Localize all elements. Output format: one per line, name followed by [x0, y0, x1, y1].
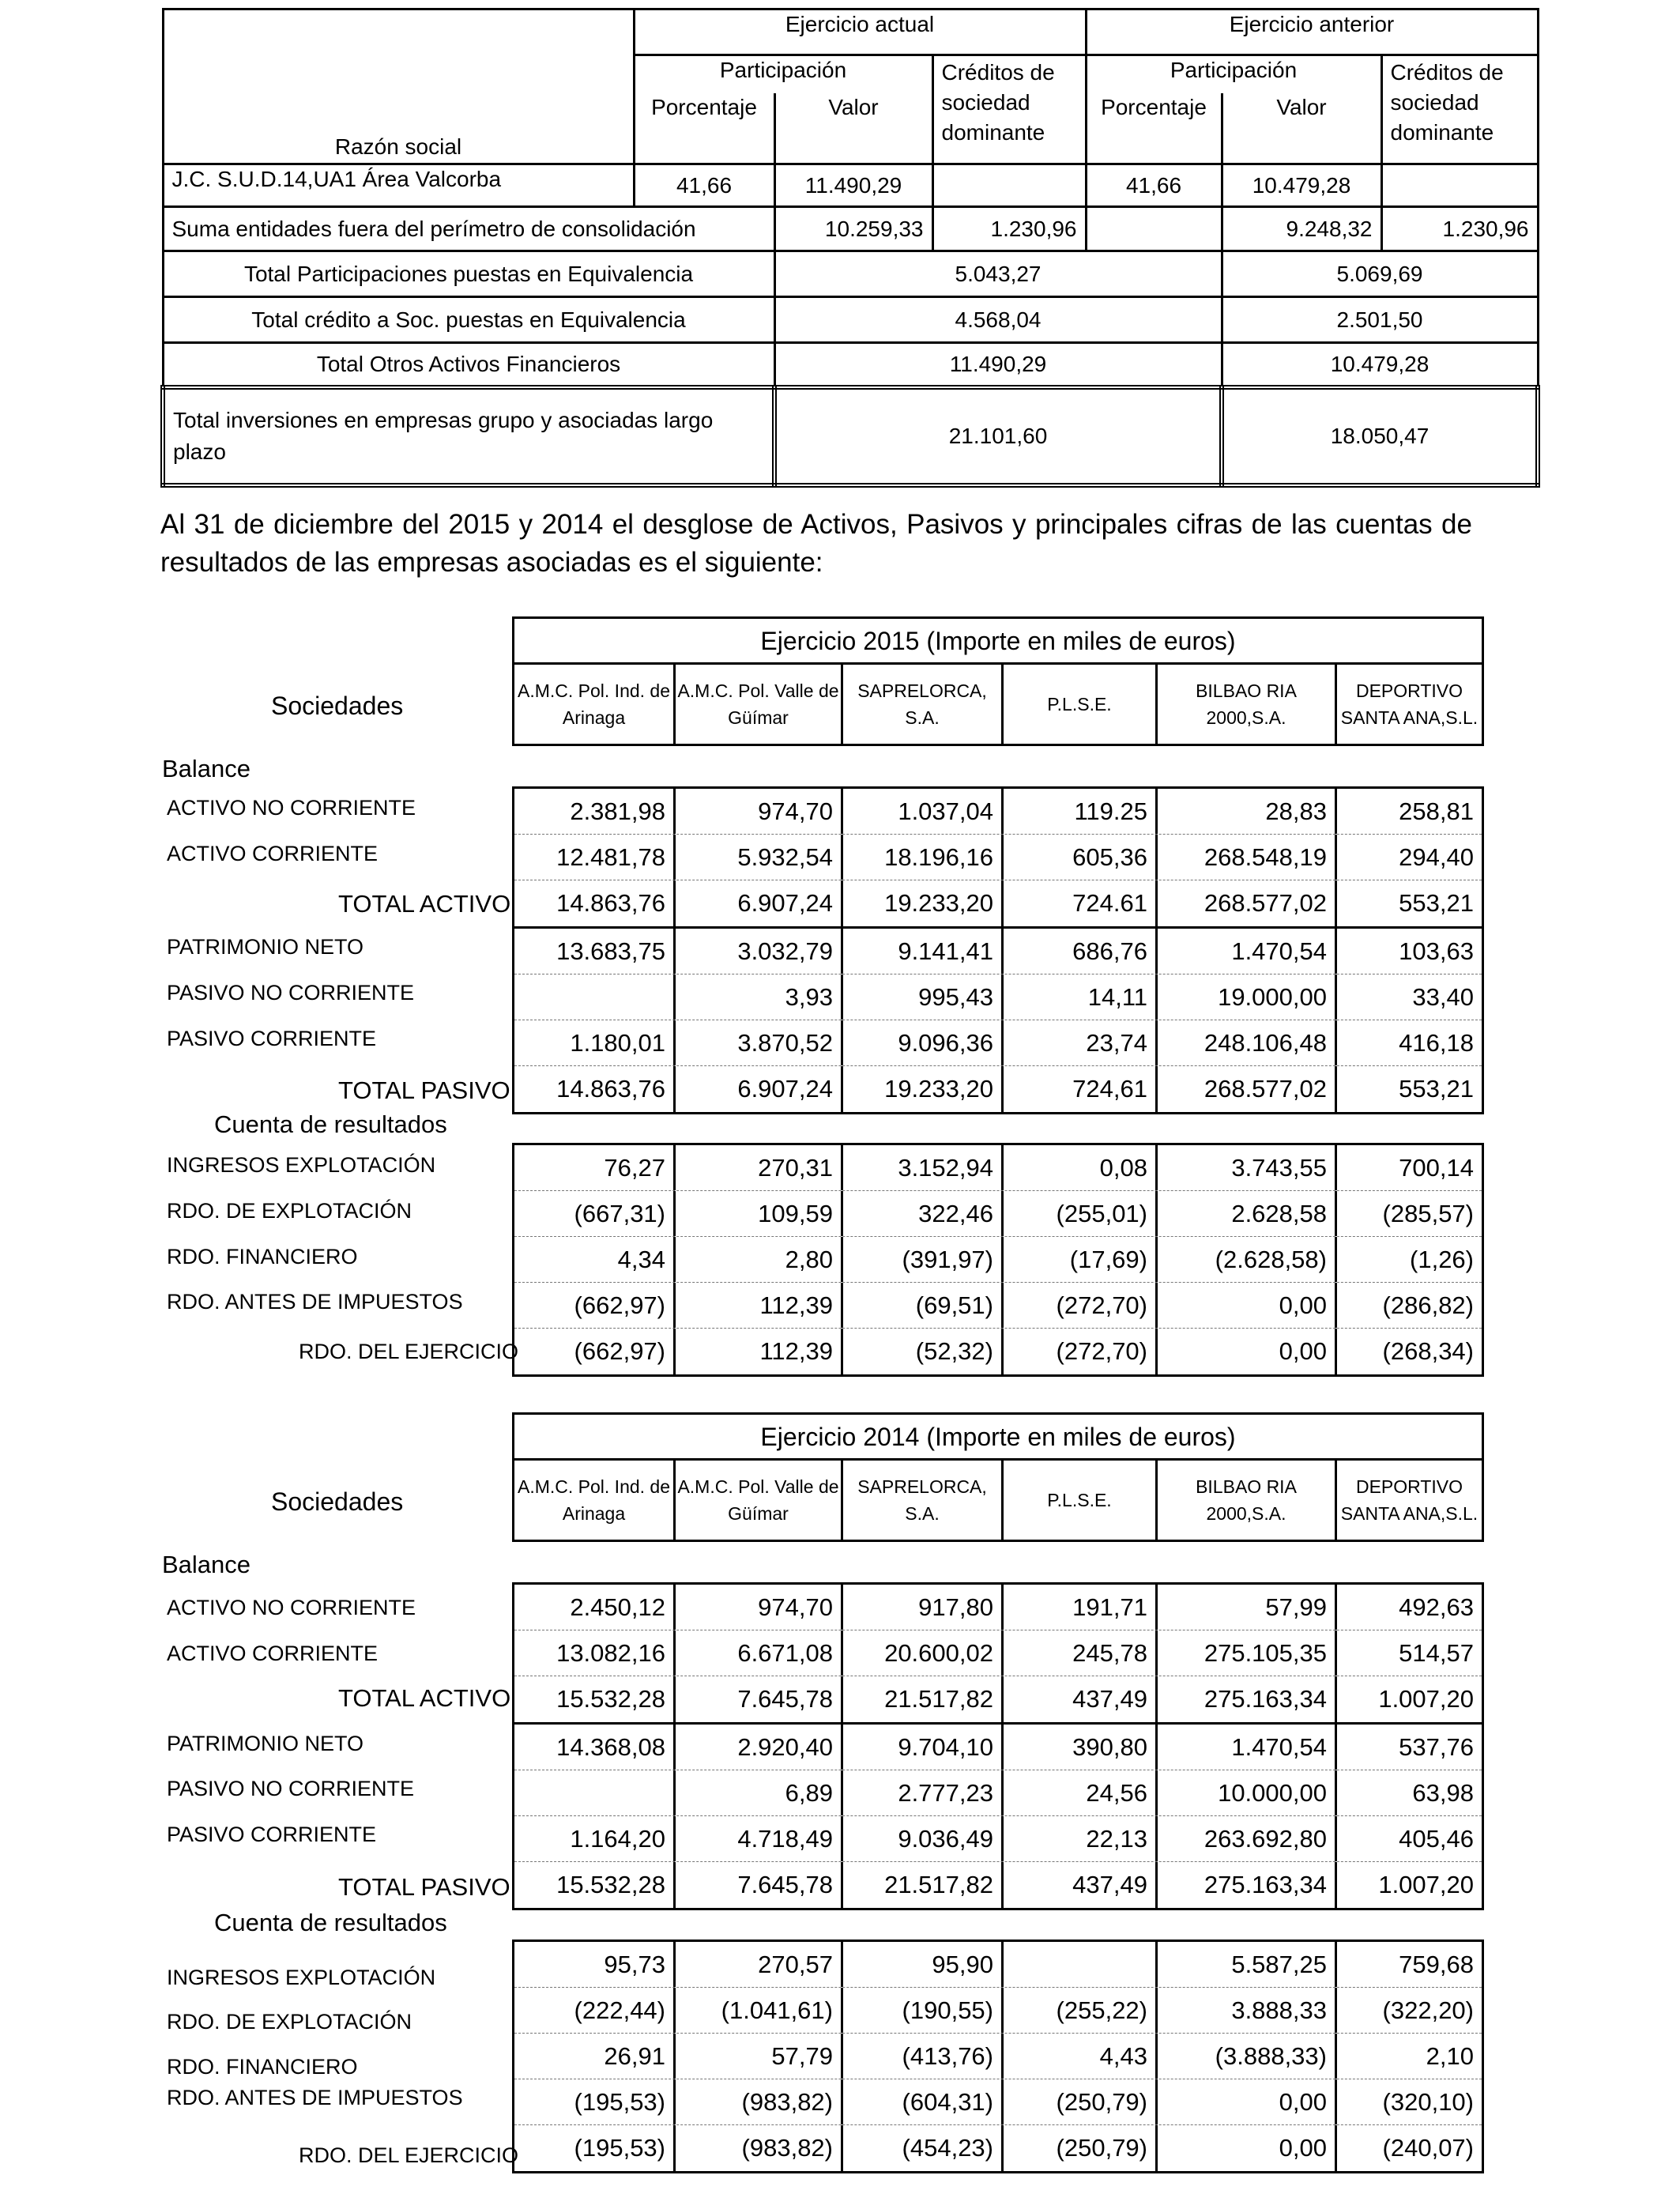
value-cell: 1.037,04 [843, 789, 1004, 834]
value-cell: 1.164,20 [514, 1816, 676, 1861]
value-cell [1004, 1942, 1158, 1987]
value-cell: 2.628,58 [1158, 1191, 1337, 1236]
row-label: ACTIVO CORRIENTE [167, 842, 379, 865]
row-label: PATRIMONIO NETO [167, 1732, 364, 1755]
table-row [514, 1020, 1482, 1066]
value-cell: (195,53) [514, 2079, 676, 2124]
value-cell: 191,71 [1004, 1585, 1158, 1630]
table-row [163, 297, 1538, 343]
value-cell: 0,00 [1158, 2125, 1337, 2171]
value-cell: 9.036,49 [843, 1816, 1004, 1861]
year-header-box [512, 616, 1484, 746]
row-label: PASIVO NO CORRIENTE [167, 981, 415, 1005]
cell: 11.490,29 [774, 343, 1222, 387]
row-label: RDO. DEL EJERCICIO [299, 2143, 519, 2167]
balance-section-label: Balance [162, 1551, 251, 1578]
row-label: TOTAL ACTIVO [338, 890, 511, 918]
value-cell: (69,51) [843, 1283, 1004, 1328]
value-cell: 9.141,41 [843, 929, 1004, 974]
value-cell: 275.163,34 [1158, 1862, 1337, 1908]
value-cell: (268,34) [1382, 1337, 1474, 1365]
value-cell: (604,31) [843, 2079, 1004, 2124]
value-cell: 270,57 [676, 1942, 843, 1987]
table-row [514, 1585, 1482, 1630]
value-group [512, 1582, 1484, 1725]
value-cell: 759,68 [1399, 1950, 1474, 1978]
table-row [514, 974, 1482, 1020]
sociedades-label: Sociedades [271, 692, 404, 720]
value-cell: (983,82) [676, 2125, 843, 2171]
table-row [514, 1630, 1482, 1676]
value-cell: 492,63 [1399, 1593, 1474, 1621]
value-cell: 390,80 [1004, 1725, 1158, 1770]
value-cell: 995,43 [843, 974, 1004, 1020]
value-cell: 14.863,76 [514, 1066, 676, 1112]
value-cell: 13.082,16 [514, 1630, 676, 1676]
value-cell: 57,79 [676, 2034, 843, 2079]
value-cell: 974,70 [676, 789, 843, 834]
value-cell: (1,26) [1410, 1245, 1474, 1273]
value-cell: (286,82) [1382, 1291, 1474, 1319]
value-cell: 1.007,20 [1378, 1871, 1474, 1898]
value-cell: 268.548,19 [1158, 835, 1337, 880]
value-cell: 258,81 [1399, 797, 1474, 825]
financials-2015-table [160, 616, 1484, 1375]
value-cell [514, 974, 676, 1020]
row-label: ACTIVO NO CORRIENTE [167, 796, 416, 820]
value-cell: 553,21 [1399, 1075, 1474, 1103]
company-header: P.L.S.E. [1004, 1461, 1158, 1540]
value-cell: 23,74 [1004, 1020, 1158, 1065]
row-label: ACTIVO CORRIENTE [167, 1642, 379, 1665]
value-cell: 20.600,02 [843, 1630, 1004, 1676]
value-cell: 95,90 [843, 1942, 1004, 1987]
value-cell: 514,57 [1399, 1638, 1474, 1667]
value-cell: (255,01) [1004, 1191, 1158, 1236]
value-cell: 270,31 [676, 1145, 843, 1190]
table-row [514, 2034, 1482, 2079]
table-row [163, 387, 1538, 485]
value-cell: 19.233,20 [843, 880, 1004, 926]
value-cell: (255,22) [1004, 1988, 1158, 2033]
value-cell: 6.671,08 [676, 1630, 843, 1676]
value-cell: (240,07) [1382, 2134, 1474, 2162]
valor-header-a: Valor [774, 93, 932, 164]
value-cell: 15.532,28 [514, 1862, 676, 1908]
value-cell: (322,20) [1382, 1996, 1474, 2024]
value-cell: 724.61 [1004, 880, 1158, 926]
value-cell: 3.743,55 [1158, 1145, 1337, 1190]
value-cell: 21.517,82 [843, 1676, 1004, 1722]
cell: 1.230,96 [1381, 207, 1538, 251]
table-row [514, 1676, 1482, 1722]
company-header: P.L.S.E. [1004, 665, 1158, 744]
value-cell: (272,70) [1004, 1329, 1158, 1374]
value-cell: 1.470,54 [1158, 929, 1337, 974]
value-cell: (250,79) [1004, 2079, 1158, 2124]
row-label: PASIVO NO CORRIENTE [167, 1777, 415, 1800]
row-label: INGRESOS EXPLOTACIÓN [167, 1153, 436, 1177]
value-cell: 974,70 [676, 1585, 843, 1630]
cell: 41,66 [1086, 164, 1222, 207]
value-cell: 95,73 [514, 1942, 676, 1987]
sociedades-label: Sociedades [271, 1487, 404, 1516]
year-title: Ejercicio 2014 (Importe en miles de euros) [514, 1415, 1482, 1461]
value-cell: 275.163,34 [1158, 1676, 1337, 1722]
row-label: TOTAL PASIVO [338, 1076, 510, 1104]
table-row [514, 1191, 1482, 1237]
value-group [512, 926, 1484, 1114]
value-cell: 2,10 [1426, 2041, 1474, 2070]
value-cell: 0,08 [1004, 1145, 1158, 1190]
cell: 5.043,27 [774, 251, 1222, 297]
company-header: DEPORTIVO SANTA ANA,S.L. [1340, 680, 1478, 728]
row-label: Total inversiones en empresas grupo y asociadas largo plazo [163, 387, 774, 485]
table-row [514, 1770, 1482, 1816]
value-cell: 6.907,24 [676, 1066, 843, 1112]
row-label: RDO. DE EXPLOTACIÓN [167, 2010, 412, 2034]
cell: 41,66 [634, 164, 774, 207]
cell: 10.259,33 [774, 207, 932, 251]
row-label: RDO. FINANCIERO [167, 2055, 358, 2079]
value-cell: 1.470,54 [1158, 1725, 1337, 1770]
company-header: A.M.C. Pol. Ind. de Arinaga [514, 665, 676, 744]
table-row [163, 343, 1538, 387]
intro-paragraph: Al 31 de diciembre del 2015 y 2014 el desglose de Activos, Pasivos y principales cifras de las cuentas de resultados de las empresas asociadas es el siguiente: [160, 509, 1472, 578]
value-cell: 3.152,94 [843, 1145, 1004, 1190]
row-label: ACTIVO NO CORRIENTE [167, 1596, 416, 1619]
value-cell: 22,13 [1004, 1816, 1158, 1861]
table-row [163, 251, 1538, 297]
cell: 4.568,04 [774, 297, 1222, 343]
financials-2014-table [160, 1412, 1484, 2187]
value-cell: 5.587,25 [1158, 1942, 1337, 1987]
value-cell: 119.25 [1004, 789, 1158, 834]
participations-table [160, 8, 1535, 488]
row-label: RDO. DEL EJERCICIO [299, 1340, 519, 1363]
value-cell: (662,97) [514, 1329, 676, 1374]
value-cell: 4,43 [1004, 2034, 1158, 2079]
value-cell: 13.683,75 [514, 929, 676, 974]
row-label: TOTAL PASIVO [338, 1873, 510, 1901]
table-row [514, 1145, 1482, 1191]
value-cell: (2.628,58) [1158, 1237, 1337, 1282]
value-cell: 0,00 [1158, 1329, 1337, 1374]
value-cell: 6.907,24 [676, 880, 843, 926]
table-row [514, 1816, 1482, 1862]
value-cell: (190,55) [843, 1988, 1004, 2033]
value-cell: 7.645,78 [676, 1676, 843, 1722]
value-cell: 112,39 [676, 1329, 843, 1374]
value-cell: 3.888,33 [1158, 1988, 1337, 2033]
value-cell: 14.368,08 [514, 1725, 676, 1770]
value-cell: 3,93 [676, 974, 843, 1020]
value-cell: 724,61 [1004, 1066, 1158, 1112]
row-label: RDO. ANTES DE IMPUESTOS [167, 1290, 463, 1314]
value-cell: (391,97) [843, 1237, 1004, 1282]
value-cell: 14,11 [1004, 974, 1158, 1020]
year-header-box [512, 1412, 1484, 1542]
value-cell: 245,78 [1004, 1630, 1158, 1676]
table-row [163, 207, 1538, 251]
ejercicio-actual-header: Ejercicio actual [634, 9, 1086, 55]
row-label: RDO. ANTES DE IMPUESTOS [167, 2086, 463, 2109]
value-cell: 7.645,78 [676, 1862, 843, 1908]
value-cell: 109,59 [676, 1191, 843, 1236]
value-cell: 26,91 [514, 2034, 676, 2079]
value-group [512, 1722, 1484, 1910]
company-header: A.M.C. Pol. Ind. de Arinaga [514, 1461, 676, 1540]
value-cell: (1.041,61) [676, 1988, 843, 2033]
value-cell: (320,10) [1382, 2087, 1474, 2116]
table-row [514, 789, 1482, 835]
table-row [514, 1725, 1482, 1770]
value-cell: 537,76 [1399, 1732, 1474, 1761]
row-label: Total Participaciones puestas en Equivalencia [163, 251, 774, 297]
value-cell: 416,18 [1399, 1028, 1474, 1057]
company-header: BILBAO RIA 2000,S.A. [1158, 665, 1337, 744]
table-row [514, 1862, 1482, 1908]
value-cell: 15.532,28 [514, 1676, 676, 1722]
company-header: SAPRELORCA, S.A. [843, 665, 1004, 744]
cell: 10.479,28 [1222, 164, 1381, 207]
value-cell: 2.450,12 [514, 1585, 676, 1630]
table-row [514, 1988, 1482, 2034]
table-row [514, 1329, 1482, 1374]
table-row [514, 2079, 1482, 2125]
value-cell: 33,40 [1412, 982, 1474, 1011]
cell [932, 164, 1086, 207]
value-cell: 14.863,76 [514, 880, 676, 926]
value-cell: 605,36 [1004, 835, 1158, 880]
table-row [514, 1942, 1482, 1988]
valor-header-b: Valor [1222, 93, 1381, 164]
table-row [514, 2125, 1482, 2171]
value-cell: 1.007,20 [1378, 1685, 1474, 1713]
creditos-header-b: Créditos de sociedad dominante [1381, 55, 1538, 164]
value-cell: (983,82) [676, 2079, 843, 2124]
value-cell: 437,49 [1004, 1676, 1158, 1722]
value-cell: 248.106,48 [1158, 1020, 1337, 1065]
value-cell: 18.196,16 [843, 835, 1004, 880]
table-row [514, 835, 1482, 880]
value-cell: 437,49 [1004, 1862, 1158, 1908]
value-cell: (662,97) [514, 1283, 676, 1328]
value-cell: (413,76) [843, 2034, 1004, 2079]
row-label: TOTAL ACTIVO [338, 1684, 511, 1712]
value-cell: (272,70) [1004, 1283, 1158, 1328]
value-group [512, 1940, 1484, 2173]
cell: 18.050,47 [1222, 387, 1538, 485]
table-row [514, 1237, 1482, 1283]
creditos-header-a: Créditos de sociedad dominante [932, 55, 1086, 164]
row-label: PATRIMONIO NETO [167, 935, 364, 959]
table-row [514, 880, 1482, 926]
value-cell: 322,46 [843, 1191, 1004, 1236]
table-row [514, 1066, 1482, 1112]
porcentaje-header-a: Porcentaje [634, 93, 774, 164]
cell: 21.101,60 [774, 387, 1222, 485]
row-label: PASIVO CORRIENTE [167, 1823, 377, 1846]
value-cell: 63,98 [1412, 1778, 1474, 1807]
value-cell: 0,00 [1158, 1283, 1337, 1328]
cell: 1.230,96 [932, 207, 1086, 251]
value-cell: 263.692,80 [1158, 1816, 1337, 1861]
value-cell: 3.032,79 [676, 929, 843, 974]
value-cell: 9.096,36 [843, 1020, 1004, 1065]
value-cell: (222,44) [514, 1988, 676, 2033]
participacion-header-a: Participación [634, 55, 932, 93]
value-cell: 19.000,00 [1158, 974, 1337, 1020]
row-label: RDO. FINANCIERO [167, 1245, 358, 1269]
row-label: Total Otros Activos Financieros [163, 343, 774, 387]
value-cell: 112,39 [676, 1283, 843, 1328]
value-cell: 4,34 [514, 1237, 676, 1282]
company-header: A.M.C. Pol. Valle de Güímar [676, 665, 843, 744]
cell [1086, 207, 1222, 251]
value-cell: 2.920,40 [676, 1725, 843, 1770]
cuenta-resultados-section-label: Cuenta de resultados [214, 1110, 447, 1138]
cell [1381, 164, 1538, 207]
row-label: Total crédito a Soc. puestas en Equivalencia [163, 297, 774, 343]
cell: 10.479,28 [1222, 343, 1538, 387]
value-cell: 12.481,78 [514, 835, 676, 880]
value-cell: 21.517,82 [843, 1862, 1004, 1908]
cell: 9.248,32 [1222, 207, 1381, 251]
value-cell: 76,27 [514, 1145, 676, 1190]
table-row [163, 164, 1538, 207]
cell: 2.501,50 [1222, 297, 1538, 343]
cuenta-resultados-section-label: Cuenta de resultados [214, 1909, 447, 1936]
value-cell: 24,56 [1004, 1770, 1158, 1815]
value-cell: 2.381,98 [514, 789, 676, 834]
value-cell: (3.888,33) [1158, 2034, 1337, 2079]
value-cell: 917,80 [843, 1585, 1004, 1630]
participacion-header-b: Participación [1086, 55, 1381, 93]
value-cell: 57,99 [1158, 1585, 1337, 1630]
value-cell: 2.777,23 [843, 1770, 1004, 1815]
value-cell: 700,14 [1399, 1153, 1474, 1182]
value-cell: (195,53) [514, 2125, 676, 2171]
company-header: BILBAO RIA 2000,S.A. [1158, 1461, 1337, 1540]
value-cell: 553,21 [1399, 889, 1474, 917]
razon-social-header: Razón social [163, 9, 634, 164]
value-cell: 19.233,20 [843, 1066, 1004, 1112]
row-label: Suma entidades fuera del perímetro de consolidación [163, 207, 774, 251]
value-cell: 103,63 [1399, 937, 1474, 965]
value-cell: 268.577,02 [1158, 1066, 1337, 1112]
row-label: PASIVO CORRIENTE [167, 1027, 377, 1050]
ejercicio-anterior-header: Ejercicio anterior [1086, 9, 1538, 55]
value-cell: (667,31) [514, 1191, 676, 1236]
value-cell: (454,23) [843, 2125, 1004, 2171]
value-cell: 3.870,52 [676, 1020, 843, 1065]
value-group [512, 1143, 1484, 1377]
porcentaje-header-b: Porcentaje [1086, 93, 1222, 164]
value-cell: 268.577,02 [1158, 880, 1337, 926]
company-header: SAPRELORCA, S.A. [843, 1461, 1004, 1540]
cell: 11.490,29 [774, 164, 932, 207]
value-cell: (285,57) [1382, 1199, 1474, 1227]
value-cell: (250,79) [1004, 2125, 1158, 2171]
value-group [512, 786, 1484, 929]
year-title: Ejercicio 2015 (Importe en miles de euros) [514, 619, 1482, 665]
value-cell: 294,40 [1399, 843, 1474, 871]
table-row [514, 929, 1482, 974]
value-cell: 9.704,10 [843, 1725, 1004, 1770]
row-label: RDO. DE EXPLOTACIÓN [167, 1199, 412, 1223]
cell: 5.069,69 [1222, 251, 1538, 297]
value-cell: 2,80 [676, 1237, 843, 1282]
value-cell: 4.718,49 [676, 1816, 843, 1861]
value-cell: 5.932,54 [676, 835, 843, 880]
row-label: INGRESOS EXPLOTACIÓN [167, 1966, 436, 1989]
value-cell: 405,46 [1399, 1824, 1474, 1853]
value-cell: 0,00 [1158, 2079, 1337, 2124]
company-header: DEPORTIVO SANTA ANA,S.L. [1340, 1476, 1478, 1524]
value-cell: (17,69) [1004, 1237, 1158, 1282]
table-row [514, 1283, 1482, 1329]
value-cell: (52,32) [843, 1329, 1004, 1374]
value-cell: 275.105,35 [1158, 1630, 1337, 1676]
value-cell [514, 1770, 676, 1815]
balance-section-label: Balance [162, 755, 251, 782]
company-header: A.M.C. Pol. Valle de Güímar [676, 1461, 843, 1540]
row-label: J.C. S.U.D.14,UA1 Área Valcorba [163, 164, 634, 207]
value-cell: 6,89 [676, 1770, 843, 1815]
value-cell: 686,76 [1004, 929, 1158, 974]
value-cell: 28,83 [1158, 789, 1337, 834]
value-cell: 1.180,01 [514, 1020, 676, 1065]
value-cell: 10.000,00 [1158, 1770, 1337, 1815]
